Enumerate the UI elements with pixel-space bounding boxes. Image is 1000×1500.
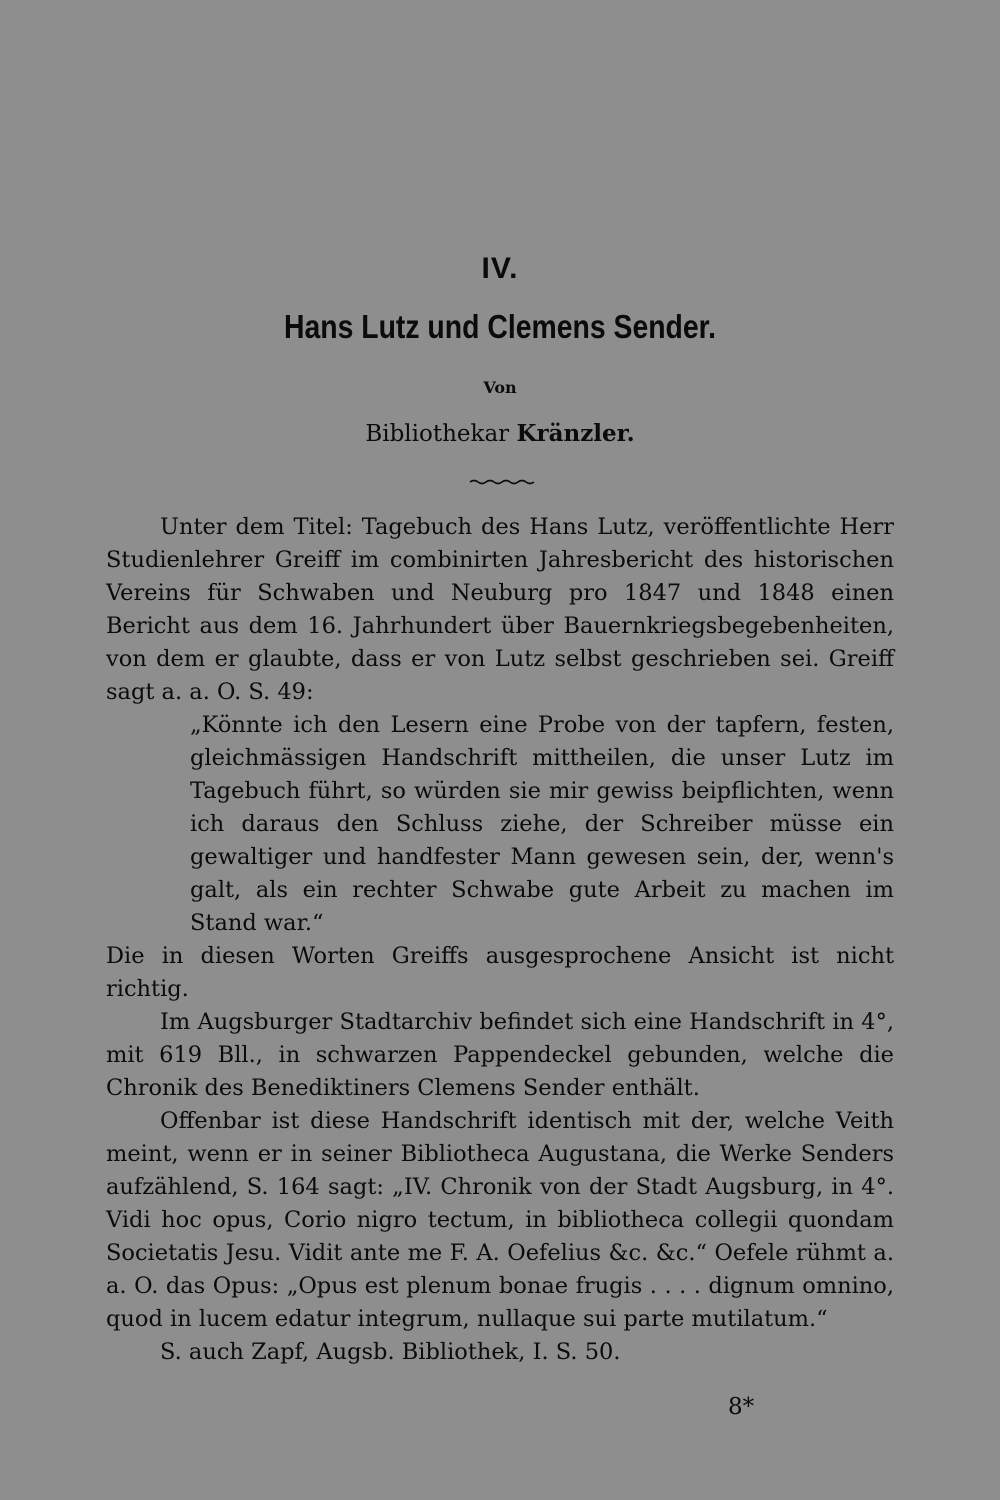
byline-von: Von bbox=[483, 378, 517, 397]
paragraph-veith: Offenbar ist diese Handschrift identisch mit der, welche Veith meint, wenn er in seiner Bibliotheca Augustana, die Werke Senders aufzählend, S. 164 sagt: „IV. Chronik von der Stadt Augsburg, in 4°. Vidi hoc opus, Corio nigro tectum, in bibliotheca collegii quondam Societatis Jesu. Vidit ante me F. A. Oefelius &c. &c.“ Oefele rühmt a. a. O. das Opus: „Opus est plenum bonae frugis . . . . dignum omnino, quod in lucem edatur integrum, nullaque sui parte mutilatum.“ bbox=[106, 1108, 894, 1332]
paragraph-intro: Unter dem Titel: Tagebuch des Hans Lutz, veröffentlichte Herr Studienlehrer Greiff im combinirten Jahresbericht des historischen Vereins für Schwaben und Neuburg pro 1847 und 1848 einen Bericht aus dem 16. Jahrhundert über Bauernkriegsbegebenheiten, von dem er glaubte, dass er von Lutz selbst geschrieben sei. Greiff sagt a. a. O. S. 49: bbox=[106, 514, 894, 705]
author-prefix: Bibliothekar bbox=[365, 421, 510, 447]
page-number: 8* bbox=[728, 1394, 755, 1420]
chapter-number: IV. bbox=[481, 252, 519, 285]
body-text bbox=[106, 511, 894, 1369]
block-quote: „Könnte ich den Lesern eine Probe von der tapfern, festen, gleichmässigen Handschrift mittheilen, die unser Lutz im Tagebuch führt, so würden sie mir gewiss beipflichten, wenn ich daraus den Schluss ziehe, der Schreiber müsse ein gewaltiger und handfester Mann gewesen sein, der, wenn's galt, als ein rechter Schwabe gute Arbeit zu machen im Stand war.“ bbox=[190, 712, 894, 936]
paragraph-reference: S. auch Zapf, Augsb. Bibliothek, I. S. 50. bbox=[160, 1339, 621, 1365]
author-name: Kränzler. bbox=[516, 420, 635, 447]
paragraph-archive: Im Augsburger Stadtarchiv befindet sich eine Handschrift in 4°, mit 619 Bll., in schwarzen Pappendeckel gebunden, welche die Chronik des Benediktiners Clemens Sender enthält. bbox=[106, 1009, 894, 1101]
article-title: Hans Lutz und Clemens Sender. bbox=[283, 308, 717, 345]
paragraph-conclusion: Die in diesen Worten Greiffs ausgesprochene Ansicht ist nicht richtig. bbox=[106, 943, 894, 1002]
decorative-wavy-rule bbox=[468, 478, 536, 486]
author-line bbox=[0, 420, 1000, 447]
